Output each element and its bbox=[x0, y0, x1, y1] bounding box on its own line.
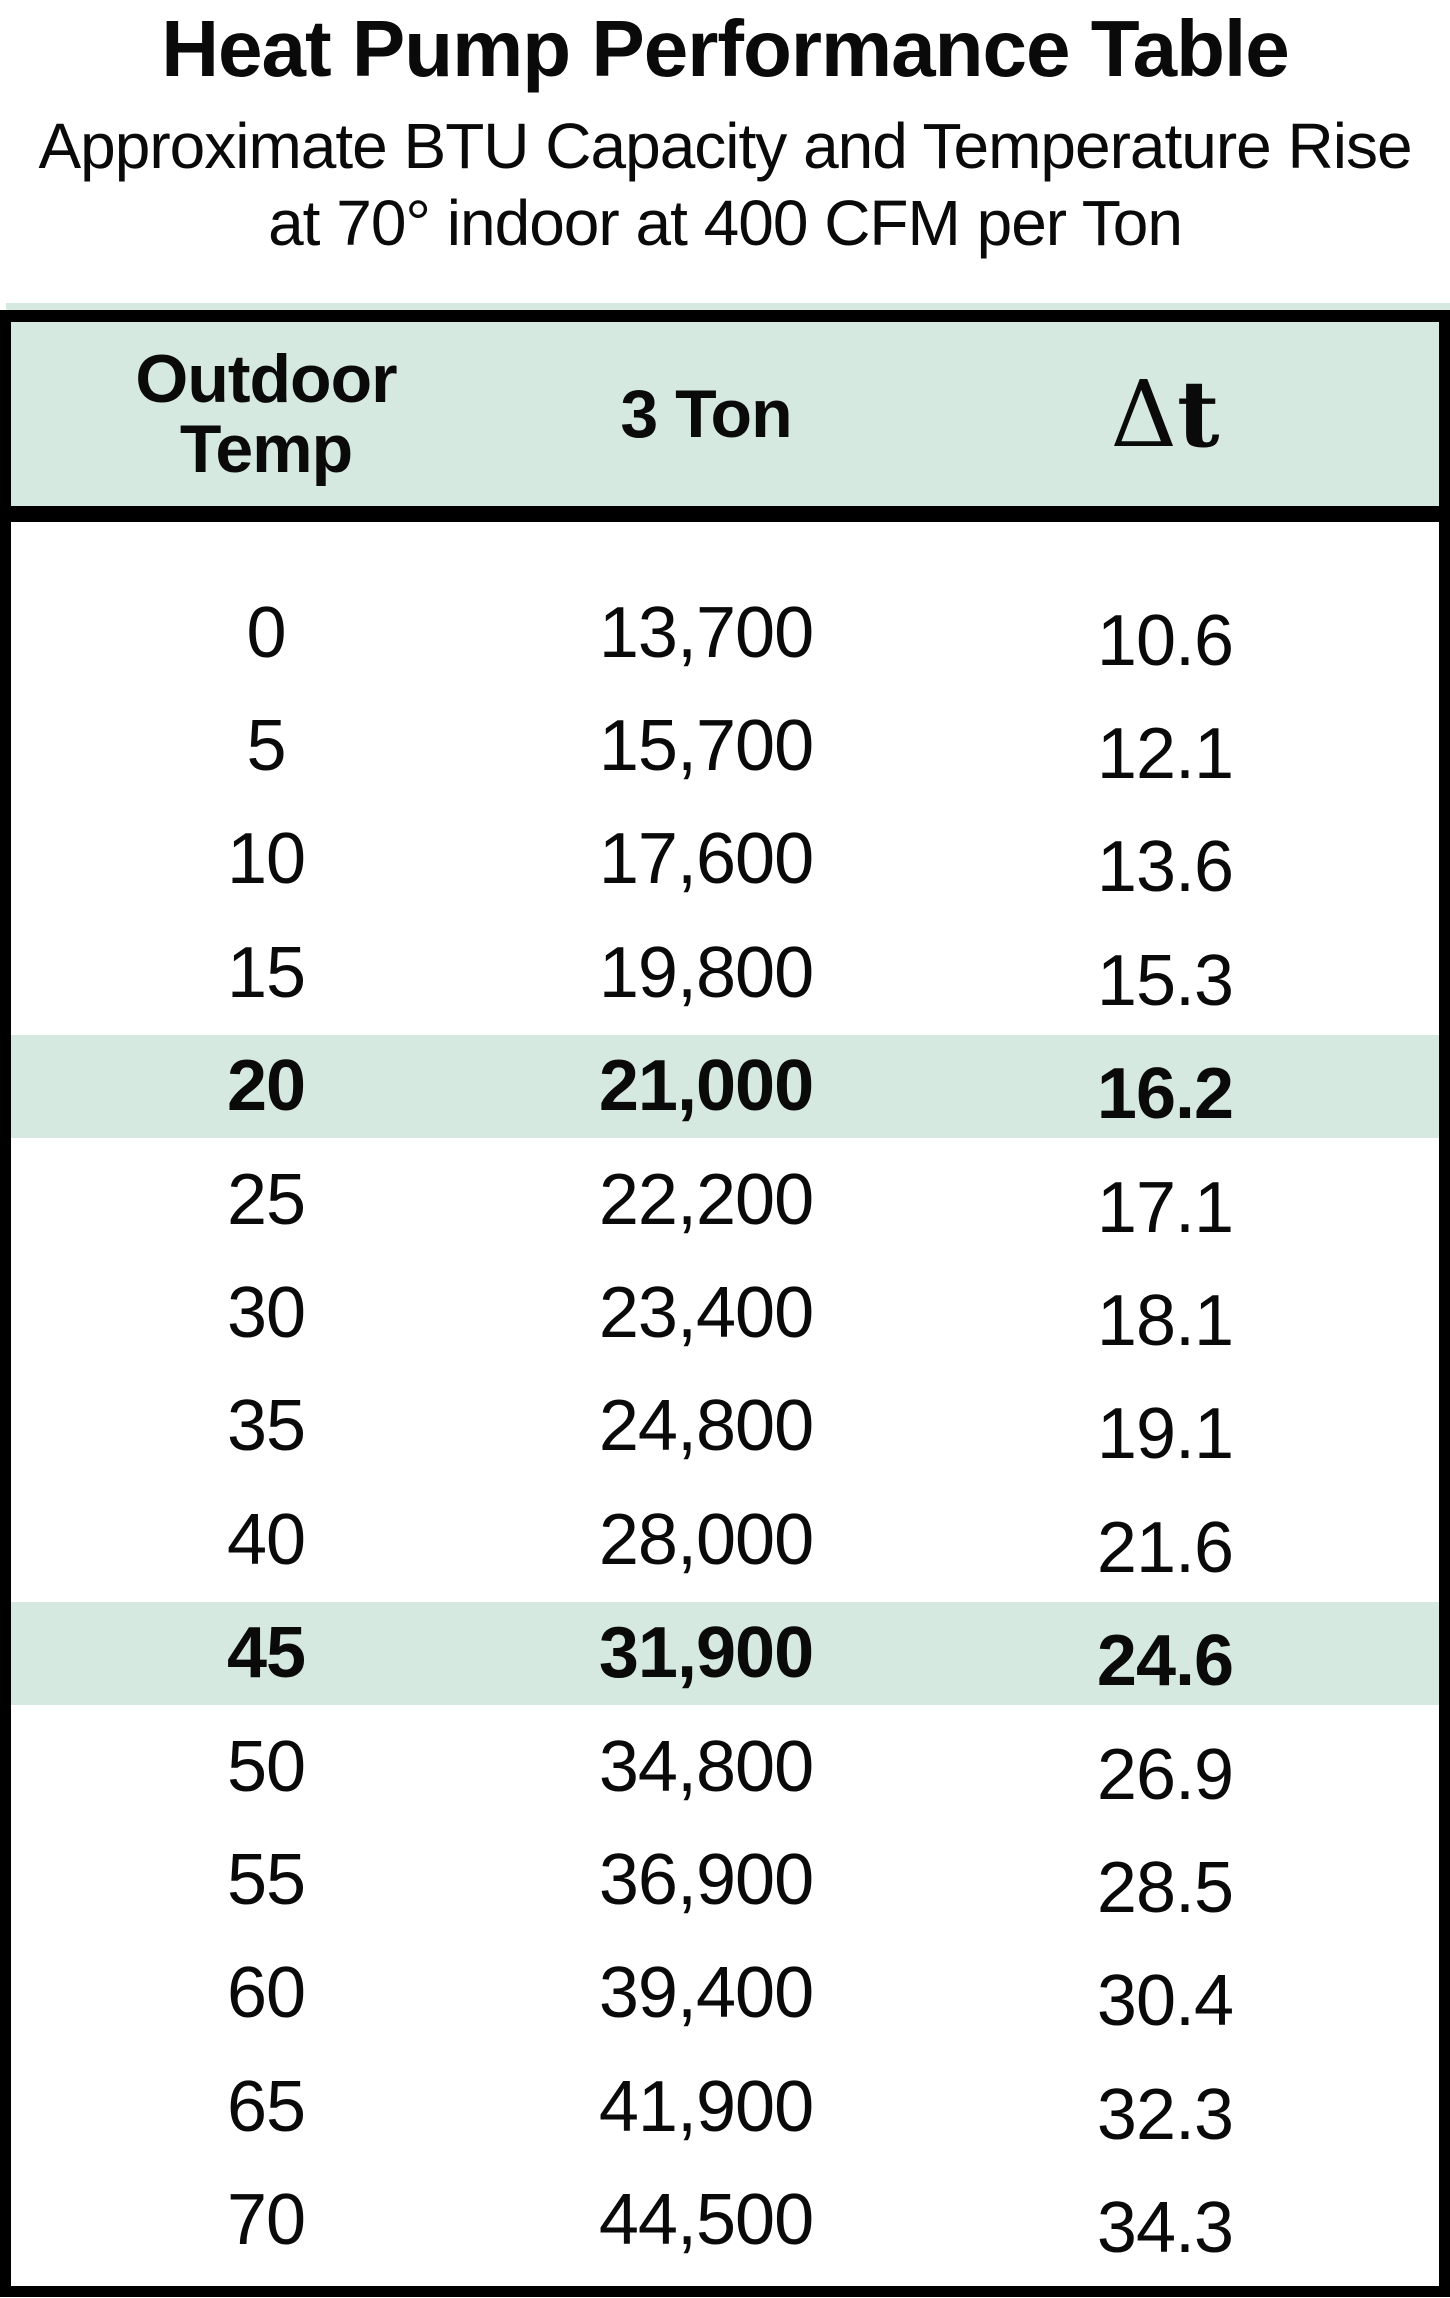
table-row bbox=[11, 1256, 1439, 1369]
title-block bbox=[0, 0, 1450, 303]
cell-outdoor-temp: 20 bbox=[226, 1046, 306, 1127]
table-row bbox=[11, 1483, 1439, 1596]
cell-btu-capacity: 24,800 bbox=[598, 1386, 814, 1467]
table-row bbox=[11, 2050, 1439, 2163]
cell-delta-t: 34.3 bbox=[1096, 2188, 1234, 2269]
header-divider bbox=[11, 506, 1439, 522]
cell-outdoor-temp: 65 bbox=[226, 2066, 306, 2147]
subtitle-line-1: Approximate BTU Capacity and Temperature Rise bbox=[38, 110, 1412, 182]
cell-outdoor-temp: 50 bbox=[226, 1726, 306, 1807]
cell-outdoor-temp: 5 bbox=[246, 706, 286, 787]
page-title: Heat Pump Performance Table bbox=[161, 4, 1289, 93]
cell-outdoor-temp: 25 bbox=[226, 1159, 306, 1240]
performance-table bbox=[0, 303, 1450, 2297]
cell-delta-t: 16.2 bbox=[1096, 1054, 1234, 1135]
header-cell-3-ton bbox=[521, 376, 891, 452]
cell-delta-t: 26.9 bbox=[1096, 1734, 1234, 1815]
cell-outdoor-temp: 70 bbox=[226, 2180, 306, 2261]
cell-delta-t: 24.6 bbox=[1096, 1621, 1234, 1702]
cell-btu-capacity: 44,500 bbox=[598, 2180, 814, 2261]
cell-delta-t: 30.4 bbox=[1096, 1961, 1234, 2042]
cell-btu-capacity: 36,900 bbox=[598, 1839, 814, 1920]
table-top-accent-strip bbox=[6, 303, 1450, 310]
cell-btu-capacity: 34,800 bbox=[598, 1726, 814, 1807]
table-body bbox=[11, 522, 1439, 2286]
delta-t-label bbox=[1111, 361, 1220, 468]
cell-outdoor-temp: 30 bbox=[226, 1273, 306, 1354]
table-row bbox=[11, 1030, 1439, 1143]
cell-delta-t: 13.6 bbox=[1096, 827, 1234, 908]
cell-btu-capacity: 31,900 bbox=[598, 1613, 814, 1694]
table-row bbox=[11, 916, 1439, 1029]
cell-btu-capacity: 23,400 bbox=[598, 1273, 814, 1354]
table-row bbox=[11, 803, 1439, 916]
cell-outdoor-temp: 45 bbox=[226, 1613, 306, 1694]
cell-btu-capacity: 21,000 bbox=[598, 1046, 814, 1127]
cell-delta-t: 17.1 bbox=[1096, 1167, 1234, 1248]
cell-btu-capacity: 22,200 bbox=[598, 1159, 814, 1240]
cell-outdoor-temp: 10 bbox=[226, 819, 306, 900]
t-symbol: t bbox=[1176, 359, 1220, 468]
outdoor-temp-label-line1: Outdoor bbox=[135, 341, 397, 417]
table-header-row bbox=[11, 322, 1439, 506]
cell-delta-t: 10.6 bbox=[1096, 600, 1234, 681]
cell-outdoor-temp: 60 bbox=[226, 1953, 306, 2034]
cell-delta-t: 12.1 bbox=[1096, 714, 1234, 795]
cell-outdoor-temp: 15 bbox=[226, 932, 306, 1013]
ton-label: 3 Ton bbox=[620, 376, 792, 452]
table-row bbox=[11, 689, 1439, 802]
cell-btu-capacity: 15,700 bbox=[598, 706, 814, 787]
cell-delta-t: 32.3 bbox=[1096, 2074, 1234, 2155]
table-row bbox=[11, 1937, 1439, 2050]
header-cell-delta-t bbox=[891, 359, 1439, 468]
table-row bbox=[11, 1823, 1439, 1936]
delta-symbol: Δ bbox=[1110, 360, 1177, 468]
table-row bbox=[11, 1143, 1439, 1256]
cell-btu-capacity: 41,900 bbox=[598, 2066, 814, 2147]
cell-delta-t: 28.5 bbox=[1096, 1847, 1234, 1928]
outdoor-temp-label-line2: Temp bbox=[179, 411, 353, 487]
table-frame bbox=[0, 310, 1450, 2297]
table-row bbox=[11, 576, 1439, 689]
header-cell-outdoor-temp bbox=[11, 341, 521, 487]
subtitle bbox=[0, 108, 1450, 262]
cell-outdoor-temp: 35 bbox=[226, 1386, 306, 1467]
cell-delta-t: 21.6 bbox=[1096, 1507, 1234, 1588]
cell-btu-capacity: 17,600 bbox=[598, 819, 814, 900]
cell-btu-capacity: 13,700 bbox=[598, 592, 814, 673]
cell-outdoor-temp: 40 bbox=[226, 1499, 306, 1580]
cell-outdoor-temp: 55 bbox=[226, 1839, 306, 1920]
cell-delta-t: 15.3 bbox=[1096, 940, 1234, 1021]
cell-btu-capacity: 19,800 bbox=[598, 932, 814, 1013]
cell-delta-t: 19.1 bbox=[1096, 1394, 1234, 1475]
cell-outdoor-temp: 0 bbox=[246, 592, 286, 673]
table-row bbox=[11, 2163, 1439, 2276]
cell-btu-capacity: 28,000 bbox=[598, 1499, 814, 1580]
table-row bbox=[11, 1597, 1439, 1710]
subtitle-line-2: at 70° indoor at 400 CFM per Ton bbox=[268, 187, 1182, 259]
cell-btu-capacity: 39,400 bbox=[598, 1953, 814, 2034]
table-row bbox=[11, 1710, 1439, 1823]
cell-delta-t: 18.1 bbox=[1096, 1281, 1234, 1362]
table-row bbox=[11, 1370, 1439, 1483]
